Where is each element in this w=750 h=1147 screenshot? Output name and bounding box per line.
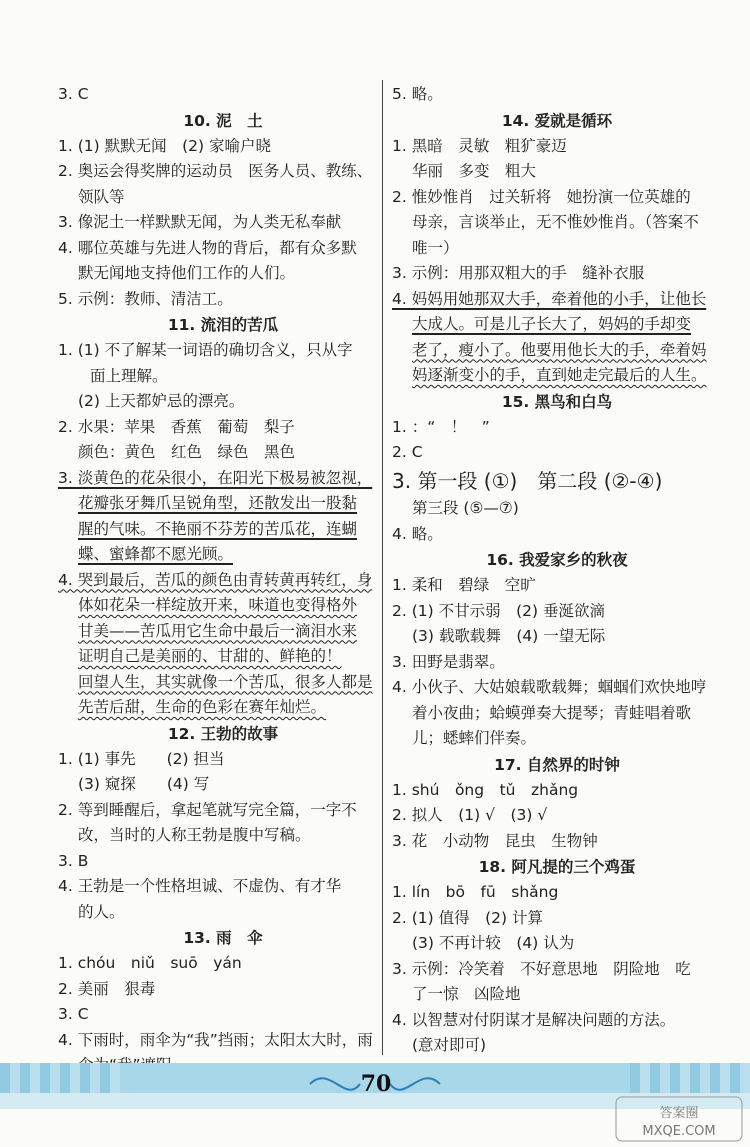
answer-line <box>392 624 722 650</box>
watermark-url: MXQE.COM <box>642 1124 716 1139</box>
line-text: 17. 自然界的时钟 <box>494 755 620 774</box>
line-text: 3. C <box>58 1005 89 1023</box>
line-text: (3) 不再计较 (4) 认为 <box>412 934 575 952</box>
line-text: 面上理解。 <box>90 366 168 385</box>
line-text: 15. 黑鸟和白鸟 <box>501 392 613 411</box>
line-text: 儿；蟋蟀们伴奏。 <box>412 729 537 747</box>
line-text: 10. 泥 土 <box>183 111 263 130</box>
line-text: 2. 水果：苹果 香蕉 葡萄 梨子 <box>58 417 295 436</box>
answer-line <box>392 159 722 185</box>
line-text: 16. 我爱家乡的秋夜 <box>486 551 628 569</box>
answer-line <box>392 287 722 313</box>
answer-line <box>392 726 722 752</box>
line-text: 4. 以智慧对付阴谋才是解决问题的方法。 <box>392 1010 676 1029</box>
line-text: 甘美——苦瓜用它生命中最后一滴泪水来 <box>78 621 358 640</box>
line-text: 3. 花 小动物 昆虫 生物钟 <box>392 831 598 850</box>
line-text: 2. 奥运会得奖牌的运动员 医务人员、教练、 <box>58 162 373 180</box>
line-text: 腥的气味。不艳丽不芬芳的苦瓜花，连蝴 <box>78 519 358 538</box>
answer-line <box>392 440 722 466</box>
answer-line <box>392 650 722 676</box>
answer-line <box>58 415 388 441</box>
column-divider <box>382 80 383 1055</box>
line-text: 唯一） <box>412 238 459 257</box>
line-text: 5. 略。 <box>392 85 443 103</box>
answer-line <box>58 695 388 721</box>
left-column <box>58 82 388 1079</box>
line-text: 改，当时的人称王勃是腹中写稿。 <box>78 826 311 844</box>
line-text: 3. 像泥土一样默默无闻，为人类无私奉献 <box>58 213 342 231</box>
line-text: 3. 第一段 (①) 第二段 (②-④) <box>392 468 663 493</box>
line-text: 1. ：“ ！ ” <box>392 417 490 436</box>
line-text: 大成人。可是儿子长大了，妈妈的手却变 <box>412 315 692 333</box>
answer-line <box>392 466 722 497</box>
answer-line <box>58 517 388 543</box>
line-text: 2. 美丽 狠毒 <box>58 979 156 998</box>
answer-line <box>392 134 722 160</box>
line-text: 母亲，言谈举止，无不惟妙惟肖。（答案不 <box>412 213 699 231</box>
line-text: 2. (1) 不甘示弱 (2) 垂涎欲滴 <box>392 601 605 620</box>
answer-line <box>58 798 388 824</box>
answer-line <box>392 1033 722 1059</box>
answer-line <box>58 134 388 160</box>
line-text: 了一惊 凶险地 <box>412 985 521 1003</box>
line-text: 5. 示例：教师、清洁工。 <box>58 289 233 308</box>
line-text: 2. (1) 值得 (2) 计算 <box>392 908 543 927</box>
line-text: 4. 小伙子、大姑娘载歌载舞；蝈蝈们欢快地哼 <box>392 678 707 696</box>
answer-line <box>392 778 722 804</box>
answer-line <box>58 593 388 619</box>
answer-line <box>58 185 388 211</box>
line-text: 3. B <box>58 851 89 870</box>
answer-line <box>392 261 722 287</box>
answer-line <box>58 644 388 670</box>
line-text: 3. C <box>58 85 89 103</box>
line-text: 4. 哪位英雄与先进人物的背后，都有众多默 <box>58 238 357 257</box>
answer-line <box>58 977 388 1003</box>
answer-line <box>392 573 722 599</box>
line-text: 颜色：黄色 红色 绿色 黑色 <box>78 443 296 461</box>
line-text: 回望人生，其实就像一个苦瓜，很多人都是 <box>78 672 373 691</box>
line-text: 4. 王勃是一个性格坦诚、不虚伪、有才华 <box>58 877 342 895</box>
section-title <box>58 312 388 338</box>
answer-line <box>392 982 722 1008</box>
line-text: (3) 窥探 (4) 写 <box>78 775 210 793</box>
section-title <box>392 547 722 573</box>
section-title <box>392 752 722 778</box>
line-text: 1. shú ǒng tǔ zhǎng <box>392 780 579 799</box>
line-text: 3. 田野是翡翠。 <box>392 652 505 671</box>
line-text: 13. 雨 伞 <box>183 929 263 947</box>
answer-line <box>58 1002 388 1028</box>
answer-line <box>58 261 388 287</box>
answer-line <box>392 185 722 211</box>
line-text: 2. C <box>392 443 423 461</box>
line-text: 的人。 <box>78 902 125 921</box>
answer-line <box>392 829 722 855</box>
answer-line <box>58 210 388 236</box>
line-text: 3. 示例：用那双粗大的手 缝补衣服 <box>392 264 645 282</box>
answer-line <box>58 849 388 875</box>
line-text: 18. 阿凡提的三个鸡蛋 <box>478 858 636 876</box>
page-number: 70 <box>360 1071 392 1097</box>
line-text: (2) 上天都妒忌的漂亮。 <box>78 392 245 410</box>
answer-line <box>58 364 388 390</box>
line-text: 2. 等到睡醒后，拿起笔就写完全篇，一字不 <box>58 800 357 819</box>
answer-line <box>58 900 388 926</box>
line-text: 领队等 <box>78 187 125 206</box>
answer-line <box>58 670 388 696</box>
line-text: 花瓣张牙舞爪呈锐角型，还散发出一股黏 <box>78 494 358 512</box>
answer-line <box>58 823 388 849</box>
line-text: 1. (1) 默默无闻 (2) 家喻户晓 <box>58 136 271 155</box>
line-text: 4. 下雨时，雨伞为“我”挡雨；太阳太大时，雨 <box>58 1030 373 1049</box>
section-title <box>392 389 722 415</box>
answer-line <box>58 82 388 108</box>
line-text: 4. 妈妈用她那双大手，牵着他的小手，让他长 <box>392 289 707 308</box>
line-text: 证明自己是美丽的、甘甜的、鲜艳的！ <box>78 647 342 665</box>
line-text: 蝶、蜜蜂都不愿光顾。 <box>78 545 234 563</box>
answer-line <box>392 957 722 983</box>
answer-line <box>58 874 388 900</box>
answer-line <box>392 496 722 522</box>
answer-line <box>58 287 388 313</box>
right-column <box>392 82 722 1085</box>
line-text: 默无闻地支持他们工作的人们。 <box>78 264 296 282</box>
answer-line <box>392 1008 722 1034</box>
line-text: 3. 淡黄色的花朵很小，在阳光下极易被忽视， <box>58 468 373 487</box>
line-text: 老了，瘦小了。他要用他长大的手，牵着妈 <box>412 340 707 359</box>
line-text: 2. 拟人 (1) √ (3) √ <box>392 806 548 824</box>
answer-line <box>392 906 722 932</box>
section-title <box>58 108 388 134</box>
line-text: 第三段 (⑤—⑦) <box>412 499 519 517</box>
answer-line <box>58 951 388 977</box>
section-title <box>58 925 388 951</box>
answer-line <box>392 338 722 364</box>
line-text: 1. chóu niǔ suō yán <box>58 954 242 972</box>
answer-line <box>392 931 722 957</box>
answer-line <box>392 236 722 262</box>
answer-line <box>392 599 722 625</box>
line-text: 体如花朵一样绽放开来，味道也变得格外 <box>78 596 358 614</box>
answer-line <box>58 491 388 517</box>
answer-line <box>58 772 388 798</box>
answer-line <box>58 619 388 645</box>
answer-line <box>58 747 388 773</box>
line-text: 妈逐渐变小的手，直到她走完最后的人生。 <box>412 366 707 384</box>
section-title <box>392 854 722 880</box>
answer-line <box>392 701 722 727</box>
line-text: (意对即可) <box>412 1036 487 1054</box>
section-title <box>58 721 388 747</box>
line-text: 12. 王勃的故事 <box>167 724 279 743</box>
line-text: 3. 示例：冷笑着 不好意思地 阴险地 吃 <box>392 959 691 978</box>
answer-line <box>58 389 388 415</box>
answer-line <box>392 363 722 389</box>
answer-line <box>58 440 388 466</box>
answer-line <box>58 542 388 568</box>
line-text: 着小夜曲；蛤蟆弹奏大提琴；青蛙唱着歌 <box>412 703 692 722</box>
answer-line <box>392 803 722 829</box>
answer-line <box>58 466 388 492</box>
line-text: 1. lín bō fū shǎng <box>392 883 559 901</box>
footer-pattern-right <box>630 1063 750 1093</box>
answer-line <box>392 210 722 236</box>
line-text: 1. (1) 事先 (2) 担当 <box>58 749 225 768</box>
answer-line <box>58 1028 388 1054</box>
answer-line <box>392 312 722 338</box>
answer-line <box>58 236 388 262</box>
answer-line <box>392 82 722 108</box>
line-text: 4. 哭到最后，苦瓜的颜色由青转黄再转红，身 <box>58 570 373 589</box>
line-text: 2. 惟妙惟肖 过关斩将 她扮演一位英雄的 <box>392 187 691 206</box>
line-text: 11. 流泪的苦瓜 <box>167 316 279 334</box>
watermark-cn: 答案圈 <box>659 1106 699 1121</box>
line-text: 14. 爱就是循环 <box>501 111 613 130</box>
footer-pattern-left <box>0 1063 120 1093</box>
line-text: 1. 柔和 碧绿 空旷 <box>392 576 536 594</box>
watermark-logo <box>614 1095 744 1143</box>
line-text: 4. 略。 <box>392 524 443 543</box>
line-text: 先苦后甜，生命的色彩在赛年灿烂。 <box>78 698 327 716</box>
section-title <box>392 108 722 134</box>
line-text: (3) 载歌载舞 (4) 一望无际 <box>412 627 606 645</box>
answer-line <box>392 675 722 701</box>
answer-line <box>392 522 722 548</box>
line-text: 1. (1) 不了解某一词语的确切含义，只从字 <box>58 341 353 359</box>
answer-line <box>392 880 722 906</box>
answer-line <box>58 159 388 185</box>
answer-line <box>58 338 388 364</box>
line-text: 华丽 多变 粗大 <box>412 162 537 180</box>
line-text: 1. 黑暗 灵敏 粗犷豪迈 <box>392 136 567 155</box>
answer-line <box>392 415 722 441</box>
answer-line <box>58 568 388 594</box>
